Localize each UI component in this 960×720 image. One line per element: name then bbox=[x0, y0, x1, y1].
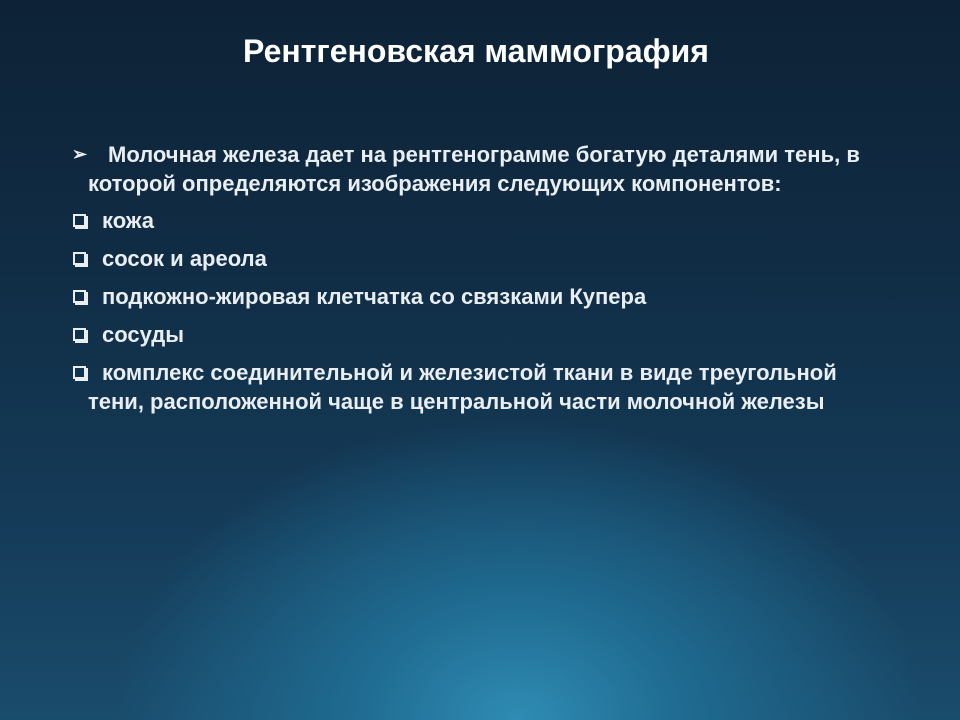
list-item bbox=[72, 358, 872, 416]
checkbox-bullet-icon bbox=[73, 214, 86, 227]
slide-title: Рентгеновская маммография bbox=[243, 33, 709, 69]
checkbox-bullet-icon bbox=[73, 290, 86, 303]
list-item bbox=[72, 282, 872, 311]
checkbox-bullet-icon bbox=[73, 366, 86, 379]
checkbox-bullet-icon bbox=[73, 328, 86, 341]
checkbox-bullet-icon bbox=[73, 252, 86, 265]
list-item bbox=[72, 320, 872, 349]
list-item-text: комплекс соединительной и железистой ткани в виде треугольной тени, расположенной чаще в центральной части молочной железы bbox=[88, 360, 837, 414]
list-item-text: кожа bbox=[102, 208, 154, 233]
list-item bbox=[72, 206, 872, 235]
intro-bullet bbox=[72, 140, 872, 198]
intro-text: Молочная железа дает на рентгенограмме богатую деталями тень, в которой определяются изображения следующих компонентов: bbox=[88, 142, 860, 196]
list-item bbox=[72, 244, 872, 273]
list-item-text: сосуды bbox=[102, 322, 185, 347]
list-item-text: подкожно-жировая клетчатка со связками Купера bbox=[102, 284, 647, 309]
arrow-bullet-icon: ➢ bbox=[72, 144, 88, 164]
slide-content bbox=[72, 140, 872, 425]
list-item-text: сосок и ареола bbox=[102, 246, 267, 271]
